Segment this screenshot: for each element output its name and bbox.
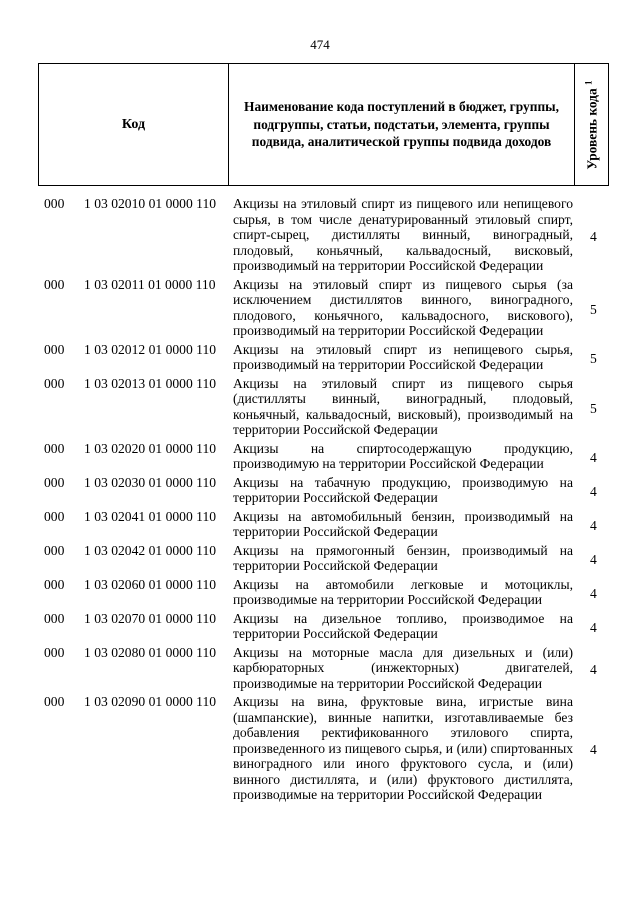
header-level-cell <box>575 64 608 185</box>
row-name: Акцизы на прямогонный бензин, производимый на территории Российской Федерации <box>233 542 573 573</box>
row-code: 1 03 02020 01 0000 110 <box>84 440 217 456</box>
table-body <box>0 196 640 806</box>
row-name: Акцизы на автомобили легковые и мотоциклы, производимые на территории Российской Федерации <box>233 576 573 607</box>
header-level-text: Уровень кода <box>584 87 600 170</box>
row-level: 4 <box>590 585 597 601</box>
table-row <box>0 196 640 274</box>
table-row <box>0 611 640 642</box>
row-code: 1 03 02013 01 0000 110 <box>84 375 217 391</box>
row-admin-code: 000 <box>44 341 65 357</box>
row-name: Акцизы на моторные масла для дизельных и (или) карбюраторных (инжекторных) двигателей, производимые на территории Российской Федерации <box>233 644 573 691</box>
table-row <box>0 645 640 692</box>
row-level: 5 <box>590 350 597 366</box>
table-row <box>0 475 640 506</box>
row-name: Акцизы на этиловый спирт из пищевого сырья (за исключением дистиллятов винного, виноградного, плодового, коньячного, кальвадосного, вискового), производимый на территории Российской Федерации <box>233 276 573 338</box>
row-admin-code: 000 <box>44 542 65 558</box>
row-level: 4 <box>590 661 597 677</box>
page-number: 474 <box>310 37 330 52</box>
row-name: Акцизы на табачную продукцию, производимую на территории Российской Федерации <box>233 474 573 505</box>
row-level: 5 <box>590 301 597 317</box>
row-admin-code: 000 <box>44 610 65 626</box>
row-code: 1 03 02060 01 0000 110 <box>84 576 217 592</box>
row-level: 4 <box>590 551 597 567</box>
header-name: Наименование кода поступлений в бюджет, группы, подгруппы, статьи, подстатьи, элемента, группы подвида, аналитической группы подвида доходов <box>229 64 575 185</box>
row-level: 4 <box>590 517 597 533</box>
table-header <box>38 63 609 186</box>
header-code: Код <box>39 64 229 185</box>
row-level: 5 <box>590 400 597 416</box>
row-code: 1 03 02080 01 0000 110 <box>84 644 217 660</box>
row-name: Акцизы на этиловый спирт из непищевого сырья, производимый на территории Российской Федерации <box>233 341 573 372</box>
row-code: 1 03 02030 01 0000 110 <box>84 474 217 490</box>
table-row <box>0 543 640 574</box>
table-row <box>0 509 640 540</box>
header-level <box>583 80 600 169</box>
table-row <box>0 342 640 373</box>
row-level: 4 <box>590 483 597 499</box>
row-code: 1 03 02042 01 0000 110 <box>84 542 217 558</box>
row-admin-code: 000 <box>44 474 65 490</box>
row-admin-code: 000 <box>44 508 65 524</box>
table-row <box>0 277 640 339</box>
row-admin-code: 000 <box>44 440 65 456</box>
row-admin-code: 000 <box>44 644 65 660</box>
row-level: 4 <box>590 228 597 244</box>
row-name: Акцизы на этиловый спирт из пищевого или непищевого сырья, в том числе денатурированный этиловый спирт, спирт-сырец, дистилляты винный, виноградный, плодовый, коньячный, кальвадосный, висковый, производимый на территории Российской Федерации <box>233 196 573 273</box>
row-name: Акцизы на спиртосодержащую продукцию, производимую на территории Российской Федерации <box>233 440 573 471</box>
row-code: 1 03 02090 01 0000 110 <box>84 694 217 709</box>
row-code: 1 03 02010 01 0000 110 <box>84 196 217 211</box>
table-row <box>0 441 640 472</box>
table-row <box>0 376 640 438</box>
row-admin-code: 000 <box>44 694 65 709</box>
row-name: Акцизы на автомобильный бензин, производимый на территории Российской Федерации <box>233 508 573 539</box>
header-level-footnote: 1 <box>582 79 593 85</box>
row-name: Акцизы на дизельное топливо, производимое на территории Российской Федерации <box>233 610 573 641</box>
row-name: Акцизы на этиловый спирт из пищевого сырья (дистилляты винный, виноградный, плодовый, коньячный, кальвадосный, висковый), производимый на территории Российской Федерации <box>233 375 573 437</box>
row-code: 1 03 02041 01 0000 110 <box>84 508 217 524</box>
row-code: 1 03 02011 01 0000 110 <box>84 276 216 292</box>
row-code: 1 03 02070 01 0000 110 <box>84 610 217 626</box>
row-name: Акцизы на вина, фруктовые вина, игристые вина (шампанские), винные напитки, изготавливаемые без добавления ректификованного этилового спирта, произведенного из пищевого сырья, и (или) спиртованных виноградного или иного фруктового сусла, и (или) винного дистиллята, и (или) фруктового дистиллята, производимые на территории Российской Федерации <box>233 694 573 802</box>
table-row <box>0 577 640 608</box>
row-admin-code: 000 <box>44 375 65 391</box>
row-level: 4 <box>590 449 597 465</box>
row-admin-code: 000 <box>44 276 65 292</box>
row-admin-code: 000 <box>44 576 65 592</box>
table-row <box>0 694 640 803</box>
row-code: 1 03 02012 01 0000 110 <box>84 341 217 357</box>
row-level: 4 <box>590 742 597 758</box>
row-level: 4 <box>590 619 597 635</box>
row-admin-code: 000 <box>44 196 65 211</box>
